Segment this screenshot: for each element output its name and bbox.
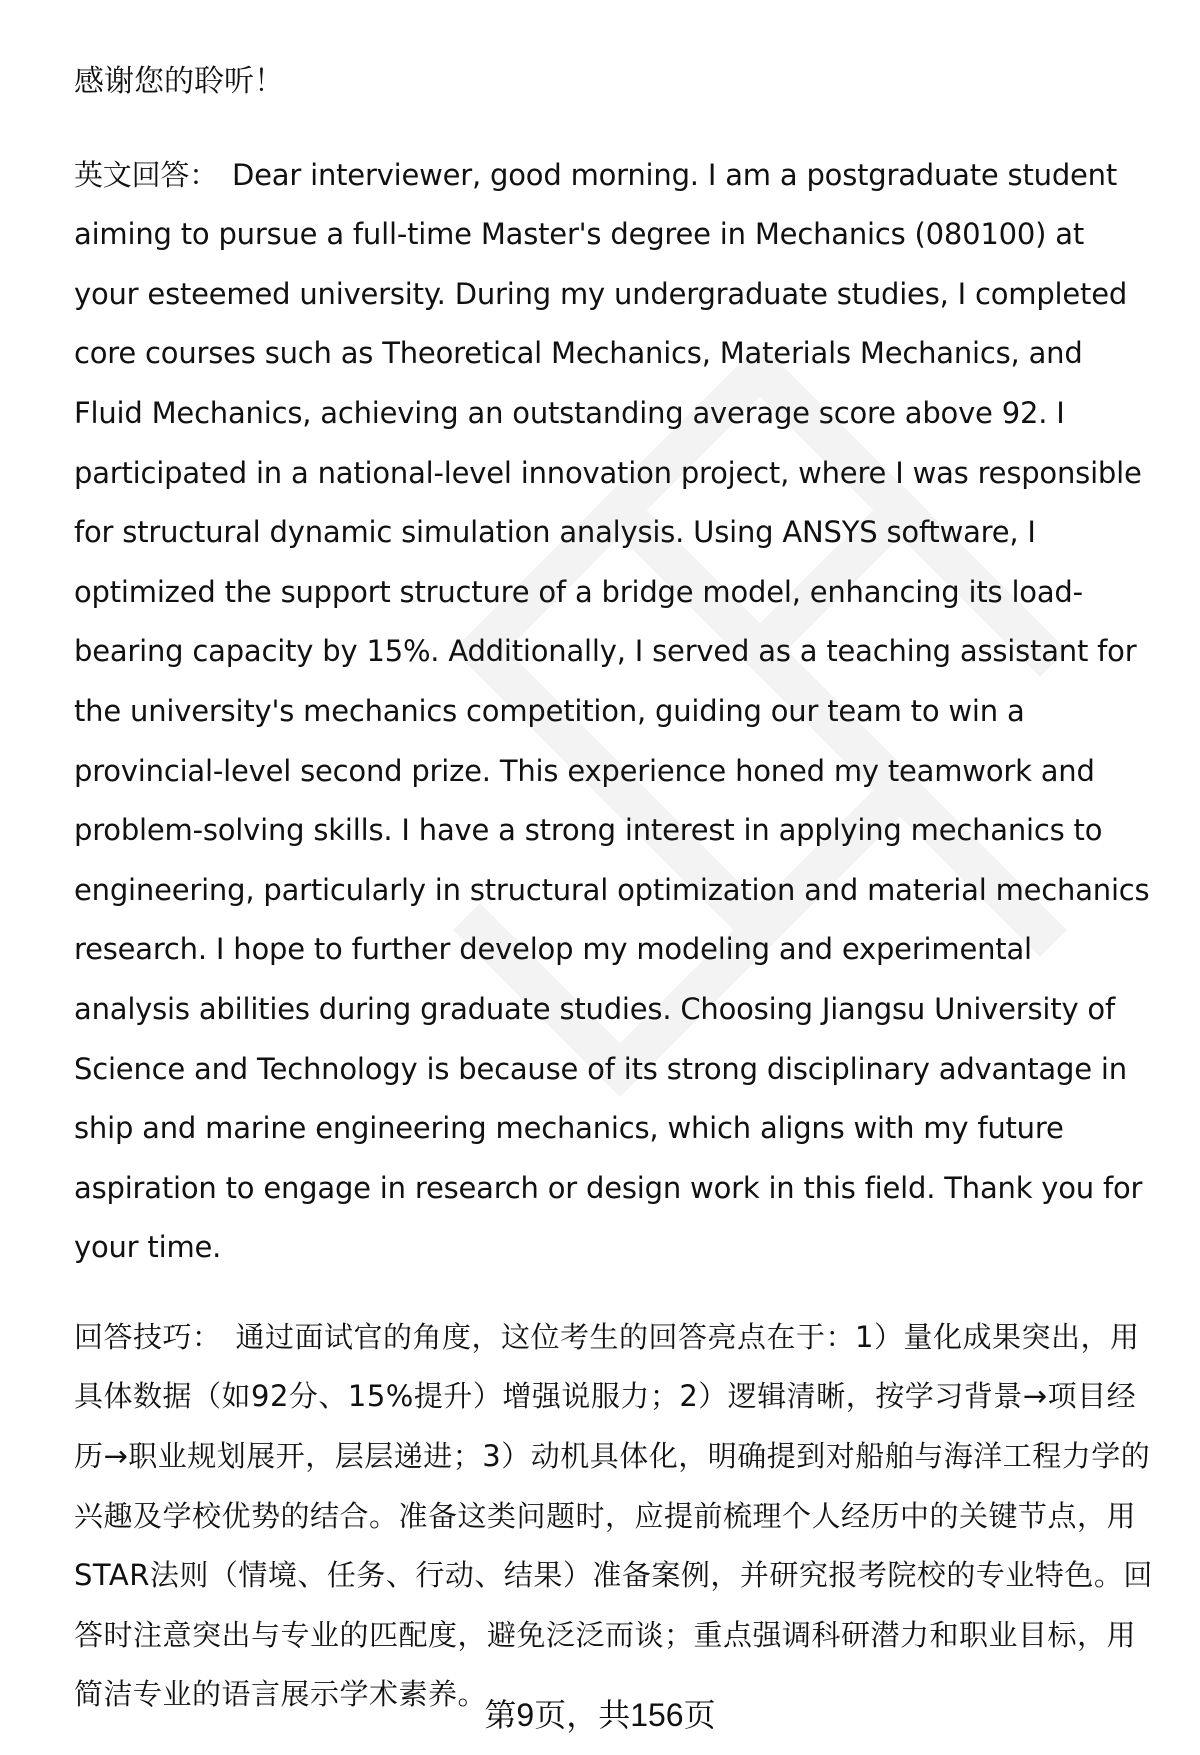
answer-tips-text: 通过面试官的角度，这位考生的回答亮点在于：1）量化成果突出，用具体数据（如92分、15%提升）增强说服力；2）逻辑清晰，按学习背景→项目经历→职业规划展开，层层递进；3）动机具体化，明确提到对船舶与海洋工程力学的兴趣及学校优势的结合。准备这类问题时，应提前梳理个人经历中的关键节点，用STAR法则（情境、任务、行动、结果）准备案例，并研究报考院校的专业特色。回答时注意突出与专业的匹配度，避免泛泛而谈；重点强调科研潜力和职业目标，用简洁专业的语言展示学术素养。: [74, 1319, 1153, 1712]
english-answer-text: Dear interviewer, good morning. I am a postgraduate student aiming to pursue a full-time Master's degree in Mechanics (080100) at your esteemed university. During my undergraduate studies, I completed core courses such as Theoretical Mechanics, Materials Mechanics, and Fluid Mechanics, achieving an outstanding average score above 92. I participated in a national-level innovation project, where I was responsible for structural dynamic simulation analysis. Using ANSYS software, I optimized the support structure of a bridge model, enhancing its load-bearing capacity by 15%. Additionally, I served as a teaching assistant for the university's mechanics competition, guiding our team to win a provincial-level second prize. This experience honed my teamwork and problem-solving skills. I have a strong interest in applying mechanics to engineering, particularly in structural optimization and material mechanics research. I hope to further develop my modeling and experimental analysis abilities during graduate studies. Choosing Jiangsu University of Science and Technology is because of its strong disciplinary advantage in ship and marine engineering mechanics, which aligns with my future aspiration to engage in research or design work in this field. Thank you for your time.: [74, 157, 1150, 1265]
english-answer-paragraph: [74, 146, 1154, 1278]
document-body: [74, 52, 1154, 1755]
page-indicator: 第9页，共156页: [484, 1697, 716, 1733]
answer-tips-paragraph: [74, 1308, 1154, 1725]
english-answer-label: 英文回答：: [74, 157, 219, 192]
closing-line: 感谢您的聆听！: [74, 64, 284, 99]
answer-tips-label: 回答技巧：: [74, 1319, 222, 1354]
